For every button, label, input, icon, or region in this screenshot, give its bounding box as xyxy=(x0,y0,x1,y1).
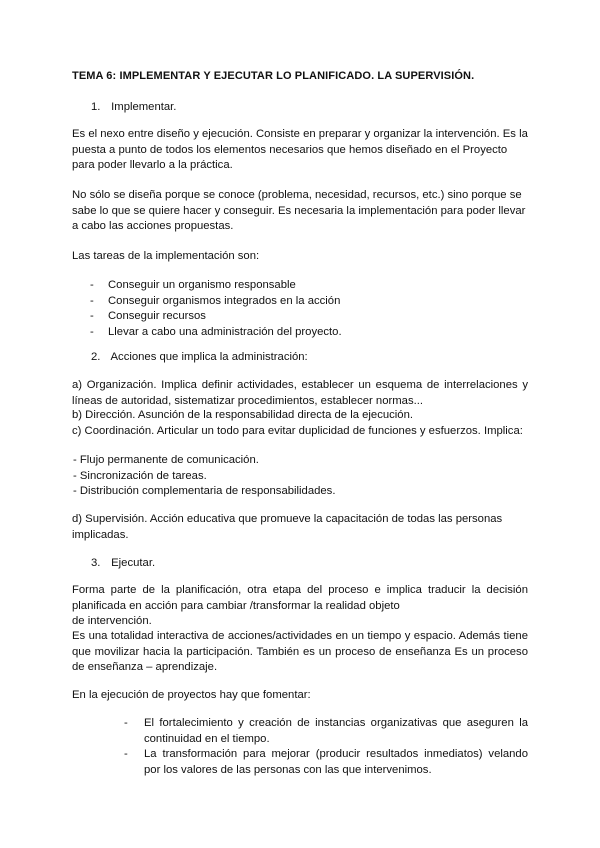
foment-list xyxy=(124,716,528,778)
section-ejecutar xyxy=(91,556,155,572)
section-number: 3. xyxy=(91,557,101,569)
paragraph-totalidad: Es una totalidad interactiva de acciones/actividades en un tiempo y espacio. Además tiene que movilizar hacia la participación. También es un proceso de enseñanza Es un proceso de enseñanza – aprendizaje. xyxy=(72,630,528,674)
list-item: - Flujo permanente de comunicación. xyxy=(73,454,259,466)
tasks-list xyxy=(90,278,528,340)
section-acciones xyxy=(91,350,308,366)
section-label: Implementar. xyxy=(111,101,177,113)
paragraph-coordinacion: c) Coordinación. Articular un todo para evitar duplicidad de funciones y esfuerzos. Implica: xyxy=(72,425,523,437)
list-item: - Llevar a cabo una administración del proyecto. xyxy=(90,325,342,338)
document-title: TEMA 6: IMPLEMENTAR Y EJECUTAR LO PLANIFICADO. LA SUPERVISIÓN. xyxy=(72,70,475,82)
section-label: Acciones que implica la administración: xyxy=(110,351,308,363)
paragraph-intervencion: de intervención. xyxy=(72,615,152,627)
paragraph-diseno: No sólo se diseña porque se conoce (problema, necesidad, recursos, etc.) sino porque se sabe lo que se quiere hacer y conseguir. Es necesaria la implementación para poder llevar a cabo las acciones propuestas. xyxy=(72,189,526,233)
list-item: - Sincronización de tareas. xyxy=(73,469,207,482)
paragraph-direccion: b) Dirección. Asunción de la responsabilidad directa de la ejecución. xyxy=(72,409,413,421)
section-implementar xyxy=(91,100,176,116)
list-item: - Conseguir un organismo responsable xyxy=(90,279,296,291)
list-item: - La transformación para mejorar (producir resultados inmediatos) velando por los valores de las personas con las que intervenimos. xyxy=(124,748,528,776)
list-item: - Conseguir organismos integrados en la acción xyxy=(90,294,341,307)
section-number: 2. xyxy=(91,351,101,363)
paragraph-organizacion: a) Organización. Implica definir actividades, establecer un esquema de interrelaciones y líneas de autoridad, sistematizar procedimientos, establecer normas... xyxy=(72,379,528,407)
coordination-list xyxy=(73,453,335,500)
paragraph-nexo: Es el nexo entre diseño y ejecución. Consiste en preparar y organizar la intervención. Es la puesta a punto de todos los elementos necesarios que hemos diseñado en el Proyecto para poder llevarlo a la práctica. xyxy=(72,128,528,172)
paragraph-supervision: d) Supervisión. Acción educativa que promueve la capacitación de todas las personas implicadas. xyxy=(72,513,503,541)
list-item: - Distribución complementaria de responsabilidades. xyxy=(73,485,336,498)
paragraph-fomentar-intro: En la ejecución de proyectos hay que fomentar: xyxy=(72,689,311,701)
list-item: - El fortalecimiento y creación de instancias organizativas que aseguren la continuidad en el tiempo. xyxy=(124,717,528,745)
list-item: - Conseguir recursos xyxy=(90,310,206,323)
section-number: 1. xyxy=(91,101,101,113)
paragraph-planificacion: Forma parte de la planificación, otra etapa del proceso e implica traducir la decisión planificada en acción para cambiar /transformar la realidad objeto xyxy=(72,584,528,612)
paragraph-tareas-intro: Las tareas de la implementación son: xyxy=(72,250,260,262)
section-label: Ejecutar. xyxy=(111,557,156,569)
